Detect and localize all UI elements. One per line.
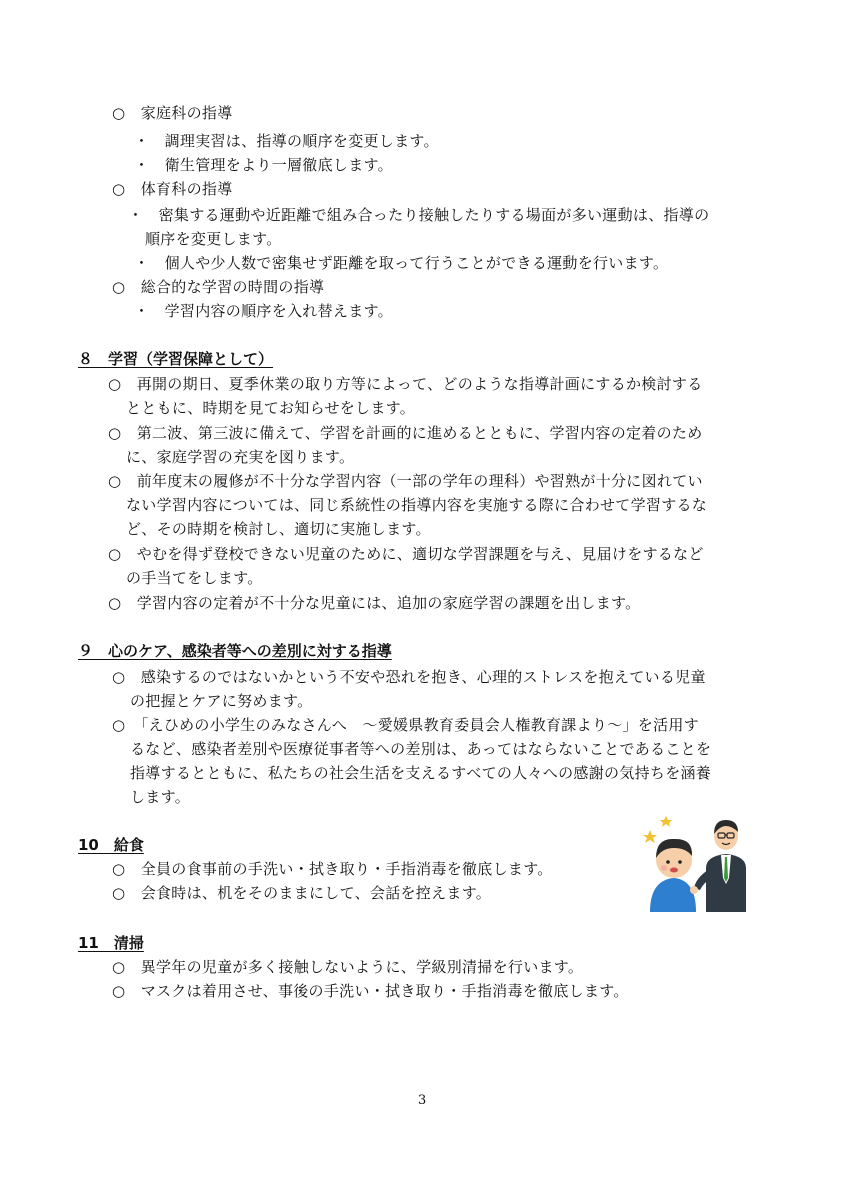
section-9-heading: ９ 心のケア、感染者等への差別に対する指導 [78,642,392,660]
teacher-praising-child-icon [636,808,756,912]
list-item-continued: るなど、感染者差別や医療従事者等への差別は、あってはならないことであることを [130,740,712,758]
list-item: ○ 会食時は、机をそのままにして、会話を控えます。 [112,884,492,902]
list-item: ○ やむを得ず登校できない児童のために、適切な学習課題を与え、見届けをするなど [108,545,704,563]
list-item-continued: の手当てをします。 [126,569,263,587]
list-item: ・ 衛生管理をより一層徹底します。 [134,156,393,174]
kateika-heading: ○ 家庭科の指導 [112,104,233,122]
list-item-continued: 指導するとともに、私たちの社会生活を支えるすべての人々への感謝の気持ちを涵養 [130,764,712,782]
list-item: ○ 「えひめの小学生のみなさんへ ～愛媛県教育委員会人権教育課より～」を活用す [112,716,699,734]
section-10-heading: 10 給食 [78,836,144,854]
list-item-continued: とともに、時期を見てお知らせをします。 [126,399,416,417]
list-item-continued: ない学習内容については、同じ系統性の指導内容を実施する際に合わせて学習するな [126,496,708,514]
list-item: ・ 密集する運動や近距離で組み合ったり接触したりする場面が多い運動は、指導の [128,206,710,224]
list-item-continued: に、家庭学習の充実を図ります。 [126,448,355,466]
section-11-heading: 11 清掃 [78,934,144,952]
list-item: ○ 第二波、第三波に備えて、学習を計画的に進めるとともに、学習内容の定着のため [108,424,703,442]
section-8-heading: ８ 学習（学習保障として） [78,350,274,368]
list-item: ○ 前年度末の履修が不十分な学習内容（一部の学年の理科）や習熟が十分に図れてい [108,472,703,490]
list-item: ○ 感染するのではないかという不安や恐れを抱き、心理的ストレスを抱えている児童 [112,668,706,686]
list-item: ・ 学習内容の順序を入れ替えます。 [134,302,393,320]
list-item-continued: の把握とケアに努めます。 [130,692,313,710]
list-item: ○ 異学年の児童が多く接触しないように、学級別清掃を行います。 [112,958,584,976]
list-item: ○ 再開の期日、夏季休業の取り方等によって、どのような指導計画にするか検討する [108,375,703,393]
list-item-continued: 順序を変更します。 [145,230,282,248]
list-item-continued: ど、その時期を検討し、適切に実施します。 [126,520,431,538]
list-item: ○ 全員の食事前の手洗い・拭き取り・手指消毒を徹底します。 [112,860,553,878]
taiiku-heading: ○ 体育科の指導 [112,180,233,198]
list-item: ○ マスクは着用させ、事後の手洗い・拭き取り・手指消毒を徹底します。 [112,982,629,1000]
list-item-continued: します。 [130,788,191,806]
list-item: ○ 学習内容の定着が不十分な児童には、追加の家庭学習の課題を出します。 [108,594,641,612]
sogo-heading: ○ 総合的な学習の時間の指導 [112,278,325,296]
page-number: 3 [418,1093,427,1108]
list-item: ・ 個人や少人数で密集せず距離を取って行うことができる運動を行います。 [134,254,669,272]
list-item: ・ 調理実習は、指導の順序を変更します。 [134,132,439,150]
